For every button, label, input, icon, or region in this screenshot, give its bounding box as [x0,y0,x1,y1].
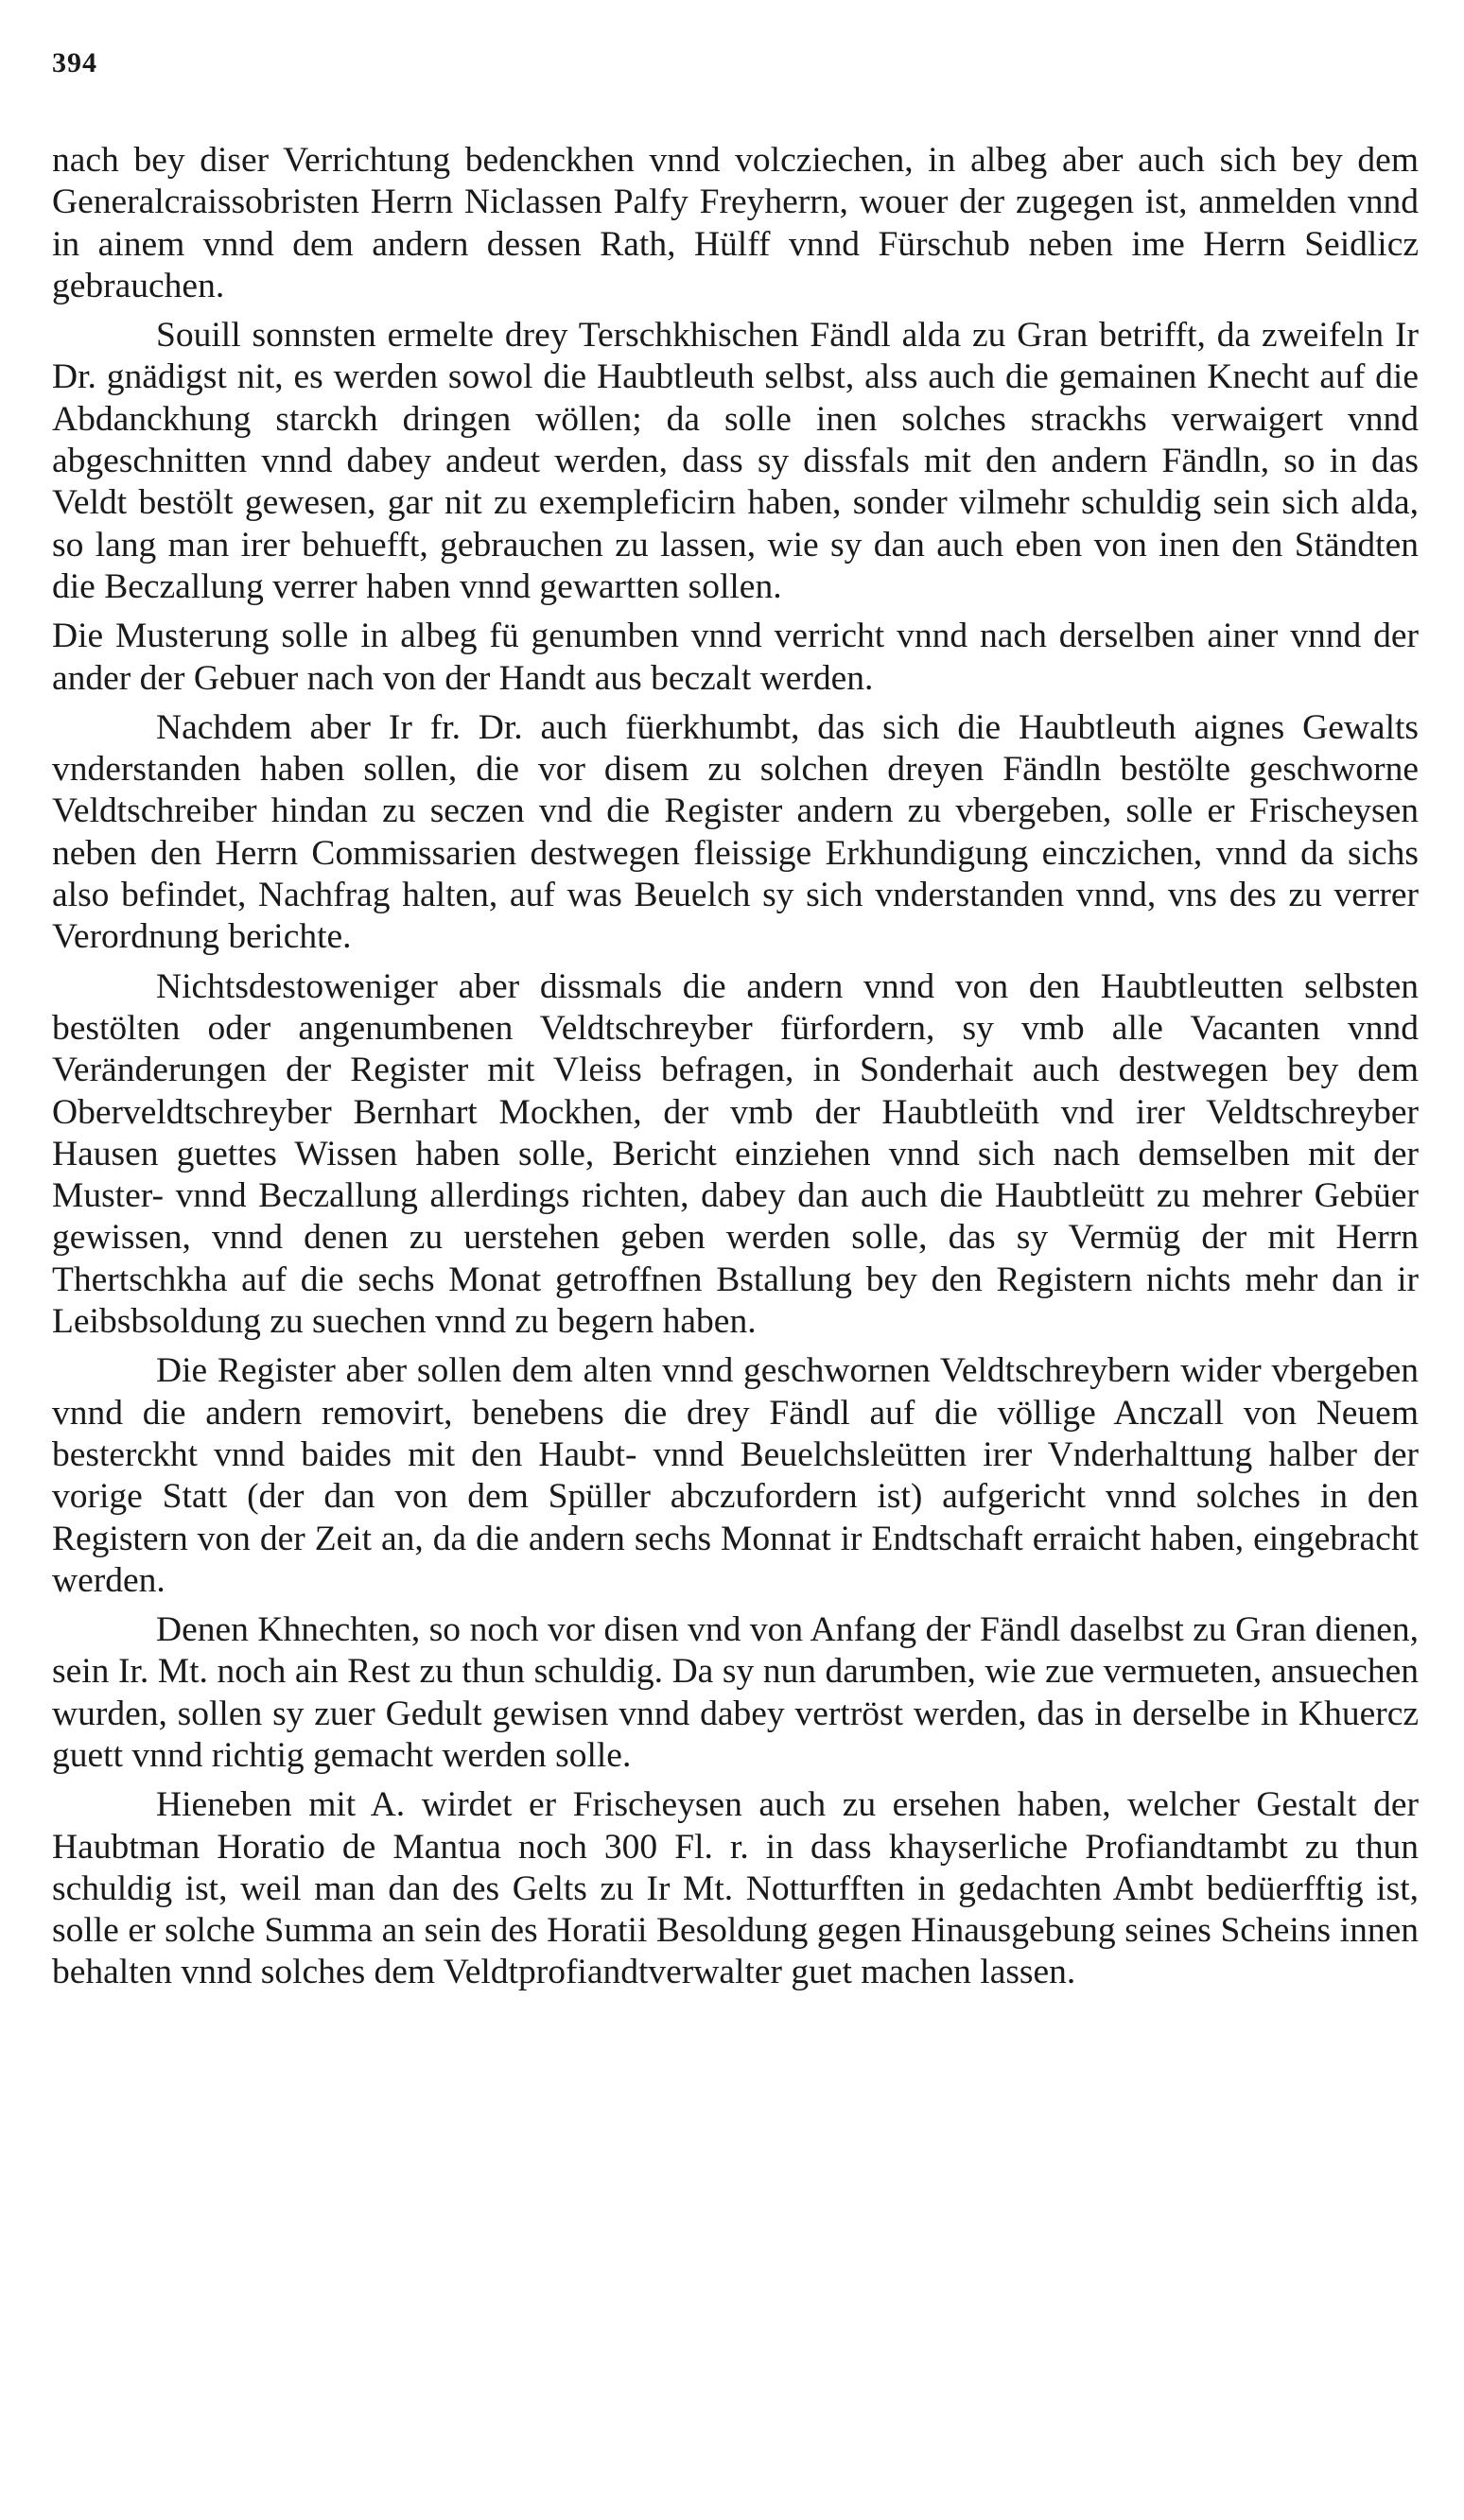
paragraph: Nachdem aber Ir fr. Dr. auch füerkhumbt, das sich die Haubtleuth aignes Gewalts vnderstanden haben sollen, die vor disem zu solchen dreyen Fändln bestölte geschworne Veldtschreiber hindan zu seczen vnd die Register andern zu vbergeben, solle er Frischeysen neben den Herrn Commissarien destwegen fleissige Erkhundigung einczichen, vnnd da sichs also befindet, Nachfrag halten, auf was Beuelch sy sich vnderstanden vnnd, vns des zu verrer Verordnung berichte. [52,707,1419,957]
body-text [52,140,1419,2002]
paragraph: Souill sonnsten ermelte drey Terschkhischen Fändl alda zu Gran betrifft, da zweifeln Ir Dr. gnädigst nit, es werden sowol die Haubtleuth selbst, alss auch die gemainen Knecht auf die Abdanckhung starckh dringen wöllen; da solle inen solches strackhs verwaigert vnnd abgeschnitten vnnd dabey andeut werden, dass sy dissfals mit den andern Fändln, so in das Veldt bestölt gewesen, gar nit zu exempleficirn haben, sonder vilmehr schuldig sein sich alda, so lang man irer behuefft, gebrauchen zu lassen, wie sy dan auch eben von inen den Ständten die Beczallung verrer haben vnnd gewartten sollen. [52,316,1419,606]
paragraph: Die Musterung solle in albeg fü genumben vnnd verricht vnnd nach derselben ainer vnnd der ander der Gebuer nach von der Handt aus beczalt werden. [52,617,1419,698]
paragraph: Die Register aber sollen dem alten vnnd geschwornen Veldtschreybern wider vbergeben vnnd die andern removirt, benebens die drey Fändl auf die völlige Anczall von Neuem besterckht vnnd baides mit den Haubt- vnnd Beuelchsleütten irer Vnderhalttung halber der vorige Statt (der dan von dem Spüller abczufordern ist) aufgericht vnnd solches in den Registern von der Zeit an, da die andern sechs Monnat ir Endtschaft erraicht haben, eingebracht werden. [52,1351,1419,1600]
paragraph: Nichtsdestoweniger aber dissmals die andern vnnd von den Haubtleutten selbsten bestölten oder angenumbenen Veldtschreyber fürfordern, sy vmb alle Vacanten vnnd Veränderungen der Register mit Vleiss befragen, in Sonderhait auch destwegen bey dem Oberveldtschreyber Bernhart Mockhen, der vmb der Haubtleüth vnd irer Veldtschreyber Hausen guettes Wissen haben solle, Bericht einziehen vnnd sich nach demselben mit der Muster- vnnd Beczallung allerdings richten, dabey dan auch die Haubtleütt zu mehrer Gebüer gewissen, vnnd denen zu uerstehen geben werden solle, das sy Vermüg der mit Herrn Thertschkha auf die sechs Monat getroffnen Bstallung bey den Registern nichts mehr dan ir Leibsbsoldung zu suechen vnnd zu begern haben. [52,966,1419,1342]
paragraph: Hieneben mit A. wirdet er Frischeysen auch zu ersehen haben, welcher Gestalt der Haubtman Horatio de Mantua noch 300 Fl. r. in dass khayserliche Profiandtambt zu thun schuldig ist, weil man dan des Gelts zu Ir Mt. Notturfften in gedachten Ambt bedüerfftig ist, solle er solche Summa an sein des Horatii Besoldung gegen Hinausgebung seines Scheins innen behalten vnnd solches dem Veldtprofiandtverwalter guet machen lassen. [52,1785,1419,1992]
paragraph: Denen Khnechten, so noch vor disen vnd von Anfang der Fändl daselbst zu Gran dienen, sein Ir. Mt. noch ain Rest zu thun schuldig. Da sy nun darumben, wie zue vermueten, ansuechen wurden, sollen sy zuer Gedult gewisen vnnd dabey vertröst werden, das in derselbe in Khuercz guett vnnd richtig gemacht werden solle. [52,1610,1419,1775]
page-number: 394 [52,47,97,78]
paragraph: nach bey diser Verrichtung bedenckhen vnnd volcziechen, in albeg aber auch sich bey dem Generalcraissobristen Herrn Niclassen Palfy Freyherrn, wouer der zugegen ist, anmelden vnnd in ainem vnnd dem andern dessen Rath, Hülff vnnd Fürschub neben ime Herrn Seidlicz gebrauchen. [52,141,1419,305]
